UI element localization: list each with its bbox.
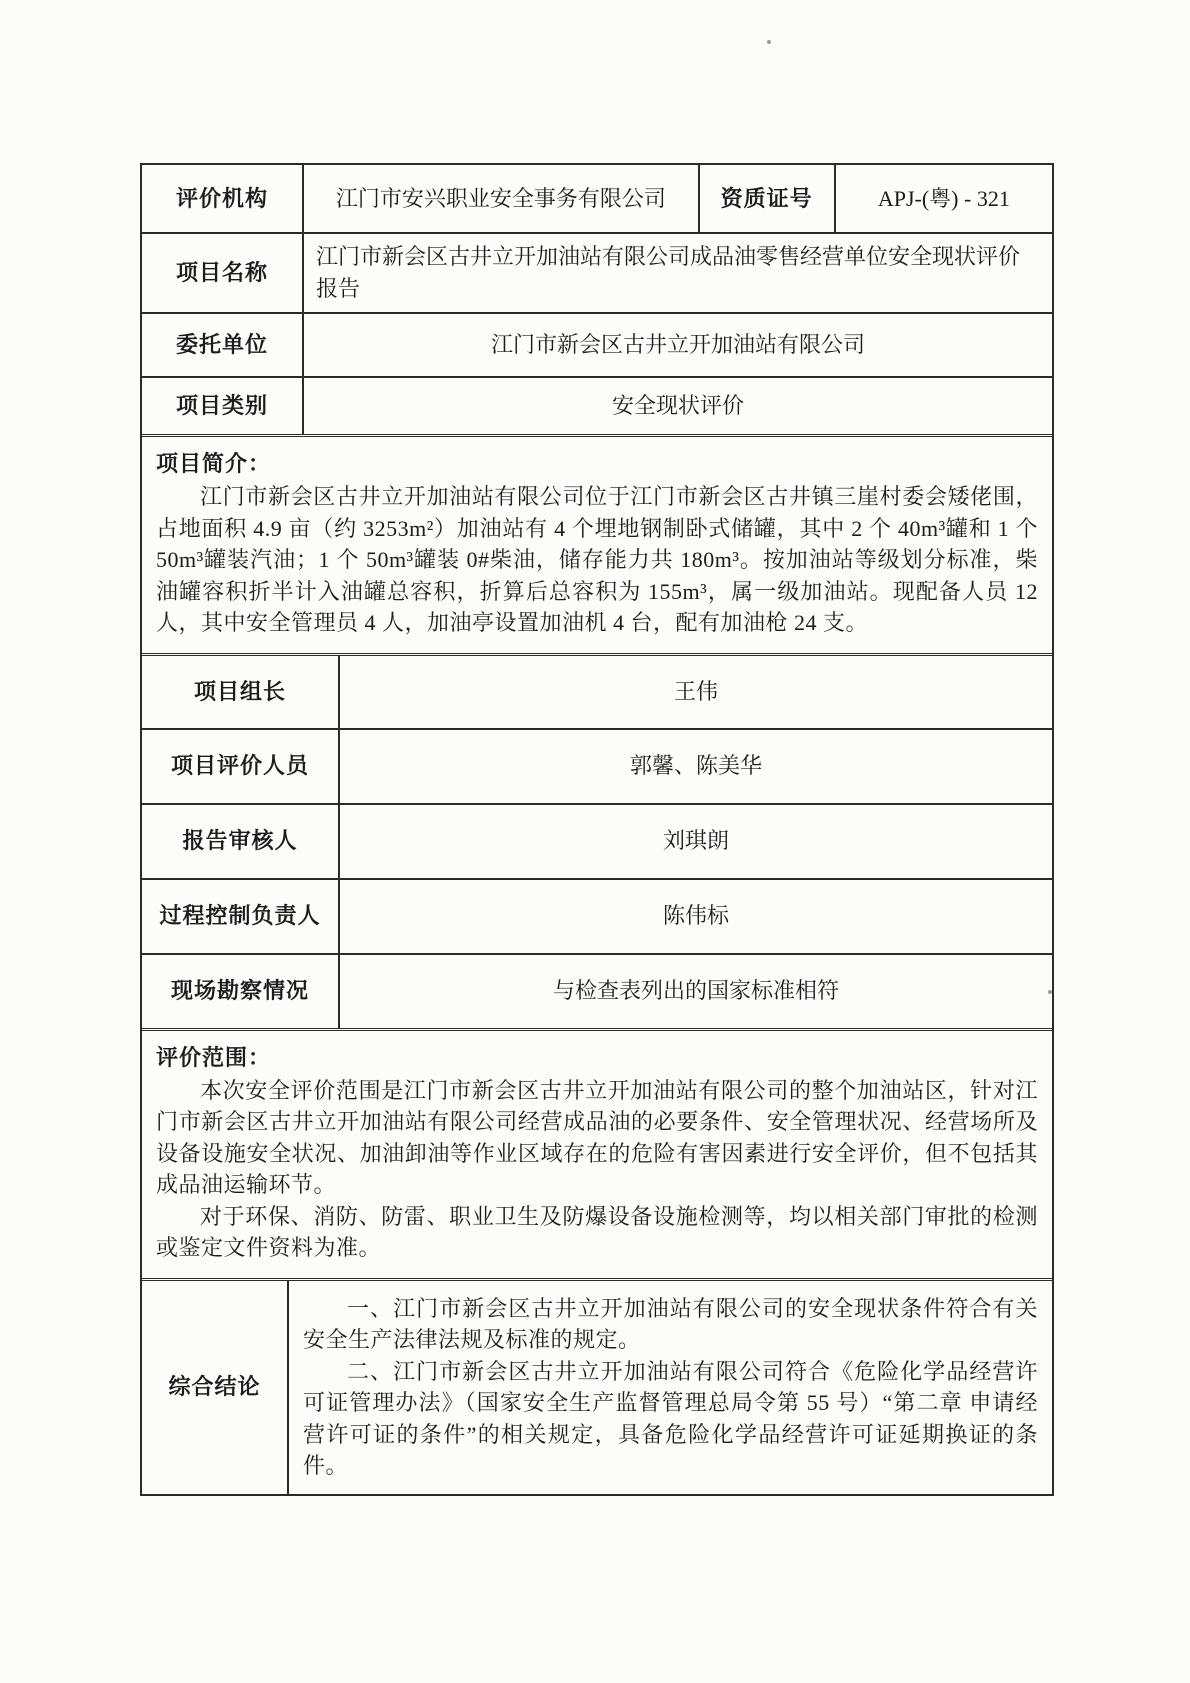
value-qualification-cert-no: APJ-(粤) - 321 <box>834 165 1052 232</box>
table-row-project-leader <box>142 653 1052 728</box>
label-conclusion: 综合结论 <box>168 1374 261 1399</box>
evaluation-scope-cell <box>142 1031 1052 1278</box>
table-row-site-survey <box>142 953 1052 1028</box>
value-project-leader: 王伟 <box>338 656 1052 728</box>
table-row-commissioning-unit <box>142 312 1052 376</box>
value-project-category: 安全现状评价 <box>302 378 1052 434</box>
conclusion-body-cell <box>287 1281 1052 1494</box>
table-row-project-name <box>142 232 1052 312</box>
value-commissioning-unit: 江门市新会区古井立开加油站有限公司 <box>302 314 1052 376</box>
table-row-process-control-manager <box>142 878 1052 953</box>
evaluation-scope-paragraph-2: 对于环保、消防、防雷、职业卫生及防爆设备设施检测等，均以相关部门审批的检测或鉴定文件资料为准。 <box>156 1203 1038 1260</box>
label-site-survey: 现场勘察情况 <box>170 978 309 1003</box>
label-process-control-manager: 过程控制负责人 <box>159 903 321 928</box>
project-intro-paragraph: 江门市新会区古井立开加油站有限公司位于江门市新会区古井镇三崖村委会矮佬围，占地面积 4.9 亩（约 3253m²）加油站有 4 个埋地钢制卧式储罐，其中 2 个 40m³罐和 1 个 50m³罐装汽油；1 个 50m³罐装 0#柴油，储存能力共 180m³。按加油站等级划分标准，柴油罐容积折半计入油罐总容积，折算后总容积为 155m³，属一级加油站。现配备人员 12 人，其中安全管理员 4 人，加油亭设置加油机 4 台，配有加油枪 24 支。 <box>156 484 1038 635</box>
table-row-evaluation-scope <box>142 1028 1052 1278</box>
conclusion-paragraph-2: 二、江门市新会区古井立开加油站有限公司符合《危险化学品经营许可证管理办法》（国家安全生产监督管理总局令第 55 号）“第二章 申请经营许可证的条件”的相关规定，具备危险化学品经营许可证延期换证的条件。 <box>303 1358 1038 1478</box>
value-evaluation-agency: 江门市安兴职业安全事务有限公司 <box>302 165 698 232</box>
label-project-name: 项目名称 <box>175 260 268 285</box>
safety-evaluation-summary-table <box>140 163 1054 1496</box>
label-project-evaluators: 项目评价人员 <box>170 753 309 778</box>
label-qualification-cert-no: 资质证号 <box>698 165 834 232</box>
evaluation-scope-heading: 评价范围： <box>156 1044 272 1070</box>
evaluation-scope-paragraph-1: 本次安全评价范围是江门市新会区古井立开加油站有限公司的整个加油站区，针对江门市新会区古井立开加油站有限公司经营成品油的必要条件、安全管理状况、经营场所及设备设施安全状况、加油卸油等作业区域存在的危险有害因素进行安全评价，但不包括其成品油运输环节。 <box>156 1077 1038 1197</box>
project-intro-cell <box>142 437 1052 653</box>
value-project-evaluators: 郭馨、陈美华 <box>338 730 1052 803</box>
value-report-reviewer: 刘琪朗 <box>338 805 1052 878</box>
project-intro-heading: 项目简介： <box>156 451 272 476</box>
scan-speck <box>767 40 771 44</box>
label-project-category: 项目类别 <box>175 393 268 418</box>
table-row-evaluation-agency <box>142 165 1052 232</box>
label-project-leader: 项目组长 <box>193 678 286 704</box>
value-process-control-manager: 陈伟标 <box>338 880 1052 953</box>
table-row-project-intro <box>142 434 1052 653</box>
value-project-name: 江门市新会区古井立开加油站有限公司成品油零售经营单位安全现状评价报告 <box>302 234 1052 312</box>
table-row-report-reviewer <box>142 803 1052 878</box>
label-commissioning-unit: 委托单位 <box>175 332 268 357</box>
table-row-project-evaluators <box>142 728 1052 803</box>
conclusion-paragraph-1: 一、江门市新会区古井立开加油站有限公司的安全现状条件符合有关安全生产法律法规及标准的规定。 <box>303 1295 1038 1352</box>
table-row-conclusion <box>142 1278 1052 1494</box>
label-evaluation-agency: 评价机构 <box>175 185 268 211</box>
value-site-survey: 与检查表列出的国家标准相符 <box>338 955 1052 1028</box>
table-row-project-category <box>142 376 1052 434</box>
label-report-reviewer: 报告审核人 <box>182 828 298 853</box>
